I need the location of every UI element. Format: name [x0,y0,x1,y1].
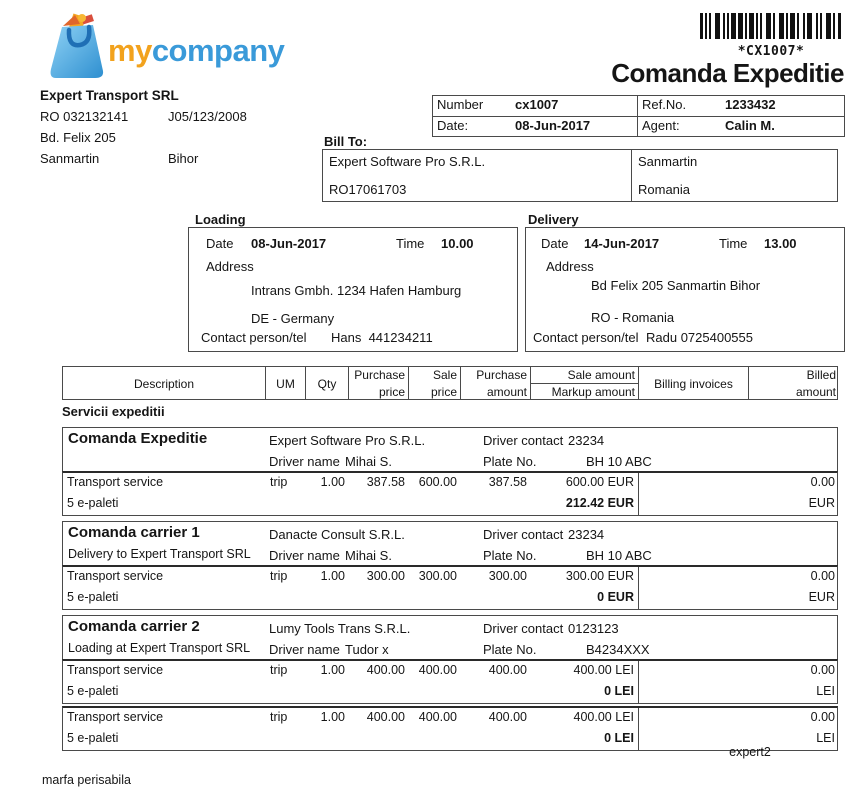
order-sections [62,427,838,756]
delivery-country: RO - Romania [591,310,675,325]
loading-box [188,227,518,352]
loading-address-label: Address [206,259,254,274]
col-qty: Qty [306,367,349,400]
row-qty: 1.00 [320,569,345,583]
plate-no-value: BH 10 ABC [586,548,652,563]
row-purchase-price: 387.58 [366,475,405,489]
row-sale-price: 300.00 [418,569,457,583]
col-markup-amount: Markup amount [551,385,635,399]
row-sale-price: 400.00 [418,710,457,724]
driver-contact-value: 0123123 [568,621,619,636]
plate-no-value: BH 10 ABC [586,454,652,469]
row-description2: 5 e-paleti [67,590,119,604]
bill-to-name: Expert Software Pro S.R.L. [329,154,486,169]
plate-no-label: Plate No. [483,642,537,657]
row-billed-currency: EUR [808,496,835,510]
driver-name-value: Mihai S. [345,454,392,469]
order-info-table [432,95,845,137]
delivery-address-value: Bd Felix 205 Sanmartin Bihor [591,278,761,293]
issuer-county: Bihor [168,151,199,166]
issuer-address: Bd. Felix 205 [40,130,116,145]
row-billed-amount: 0.00 [810,710,835,724]
loading-contact-label: Contact person/tel [201,330,307,345]
row-sale-amount: 300.00 EUR [531,567,639,588]
row-markup-amount: 0 EUR [531,588,639,609]
loading-address-value: Intrans Gmbh. 1234 Hafen Hamburg [251,283,462,298]
ref-no-value: 1233432 [725,97,776,112]
row-markup-amount: 0 LEI [531,682,639,703]
service-row [62,471,838,516]
row-purchase-amount: 387.58 [488,475,527,489]
section-comanda-carrier-1 [62,521,838,610]
row-sale-price: 600.00 [418,475,457,489]
loading-time-label: Time [396,236,425,251]
row-purchase-price: 400.00 [366,663,405,677]
col-description: Description [63,367,266,400]
row-qty: 1.00 [320,475,345,489]
loading-country: DE - Germany [251,311,335,326]
section-comanda-expeditie [62,427,838,516]
row-billed-amount: 0.00 [810,663,835,677]
row-purchase-amount: 400.00 [488,710,527,724]
company-logo-bag-icon [46,12,108,87]
company-logo-text [108,33,284,69]
driver-name-value: Tudor x [345,642,389,657]
issuer-city: Sanmartin [40,151,100,166]
section-header [62,521,838,565]
section-partner: Danacte Consult S.R.L. [269,527,405,542]
row-qty: 1.00 [320,663,345,677]
delivery-contact-label: Contact person/tel [533,330,639,345]
loading-contact-value: Hans 441234211 [331,330,433,345]
row-description: Transport service [67,569,164,583]
row-sale-amount: 400.00 LEI [531,708,639,729]
row-description2: 5 e-paleti [67,684,119,698]
document-title: Comanda Expeditie [611,58,844,88]
ref-no-label: Ref.No. [637,96,721,116]
section-partner: Lumy Tools Trans S.R.L. [269,621,411,636]
plate-no-label: Plate No. [483,548,537,563]
driver-contact-label: Driver contact [483,527,564,542]
loading-section-label: Loading [195,212,246,227]
service-row [62,659,838,704]
row-um: trip [270,663,288,677]
bill-to-country: Romania [638,182,691,197]
row-description: Transport service [67,475,164,489]
delivery-box [525,227,845,352]
bill-to-label: Bill To: [324,134,368,149]
col-billing-invoices: Billing invoices [639,367,749,400]
cargo-note: marfa perisabila [42,773,131,787]
col-sale-markup-amount [531,367,639,400]
order-barcode [700,13,842,59]
service-group-title: Servicii expeditii [62,404,165,419]
operator-code: expert2 [729,745,771,759]
row-um: trip [270,710,288,724]
section-subtitle: Delivery to Expert Transport SRL [68,547,251,561]
row-billing-invoices [639,708,749,729]
section-header [62,615,838,659]
row-billing-invoices [639,567,749,588]
row-sale-price: 400.00 [418,663,457,677]
issuer-name: Expert Transport SRL [40,88,179,103]
order-date-value: 08-Jun-2017 [511,116,637,136]
row-billing-invoices [639,661,749,682]
row-billed-currency: LEI [816,684,835,698]
delivery-contact-value: Radu 0725400555 [646,330,753,345]
col-sale-price: Sale price [409,367,461,400]
delivery-date-value: 14-Jun-2017 [584,236,660,251]
col-billed-amount: Billed amount [795,368,836,399]
col-um: UM [266,367,306,400]
row-markup-amount: 0 LEI [531,729,639,750]
agent-value: Calin M. [721,116,844,136]
section-comanda-carrier-2 [62,615,838,751]
section-title: Comanda Expeditie [68,430,208,447]
driver-name-label: Driver name [269,454,340,469]
row-billed-currency: LEI [816,731,835,745]
loading-date-value: 08-Jun-2017 [251,236,327,251]
delivery-time-value: 13.00 [764,236,797,251]
row-um: trip [270,475,288,489]
row-qty: 1.00 [320,710,345,724]
driver-contact-label: Driver contact [483,621,564,636]
driver-contact-label: Driver contact [483,433,564,448]
row-purchase-amount: 400.00 [488,663,527,677]
delivery-time-label: Time [719,236,748,251]
driver-name-label: Driver name [269,548,340,563]
items-table-header [62,366,838,400]
delivery-address-label: Address [546,259,594,274]
row-markup-amount: 212.42 EUR [531,494,639,515]
row-description: Transport service [67,663,164,677]
order-number-label: Number [437,97,484,112]
delivery-date-label: Date [541,236,569,251]
col-sale-amount: Sale amount [531,367,638,384]
logo-text-company: company [151,33,285,68]
section-title: Comanda carrier 2 [68,618,200,635]
row-sale-amount: 400.00 LEI [531,661,639,682]
agent-label: Agent: [637,116,721,136]
col-purchase-price: Purchase price [349,367,409,400]
bill-to-vat: RO17061703 [329,182,407,197]
row-purchase-price: 400.00 [366,710,405,724]
plate-no-label: Plate No. [483,454,537,469]
plate-no-value: B4234XXX [586,642,650,657]
issuer-vat-number: RO 032132141 [40,109,129,124]
bill-to-city: Sanmartin [638,154,698,169]
barcode-image [700,13,842,39]
driver-name-value: Mihai S. [345,548,392,563]
row-sale-amount: 600.00 EUR [531,473,639,494]
loading-date-label: Date [206,236,234,251]
driver-name-label: Driver name [269,642,340,657]
row-billed-amount: 0.00 [810,569,835,583]
row-billed-amount: 0.00 [810,475,835,489]
row-description: Transport service [67,710,164,724]
service-row [62,565,838,610]
section-title: Comanda carrier 1 [68,524,200,541]
barcode-value: *CX1007* [737,44,805,59]
issuer-trade-register: J05/123/2008 [168,109,247,124]
order-date-label: Date: [433,116,511,136]
order-number-value: cx1007 [515,97,559,112]
row-um: trip [270,569,288,583]
col-purchase-amount: Purchase amount [461,367,531,400]
row-description2: 5 e-paleti [67,496,119,510]
row-purchase-amount: 300.00 [488,569,527,583]
row-description2: 5 e-paleti [67,731,119,745]
section-header [62,427,838,471]
loading-time-value: 10.00 [441,236,474,251]
issuer-company-block [40,88,320,172]
bill-to-box [322,149,838,202]
section-partner: Expert Software Pro S.R.L. [269,433,426,448]
row-billing-invoices [639,473,749,494]
logo-text-my: my [108,33,152,68]
section-subtitle: Loading at Expert Transport SRL [68,641,251,655]
driver-contact-value: 23234 [568,527,605,542]
row-purchase-price: 300.00 [366,569,405,583]
driver-contact-value: 23234 [568,433,605,448]
row-billed-currency: EUR [808,590,835,604]
delivery-section-label: Delivery [528,212,579,227]
